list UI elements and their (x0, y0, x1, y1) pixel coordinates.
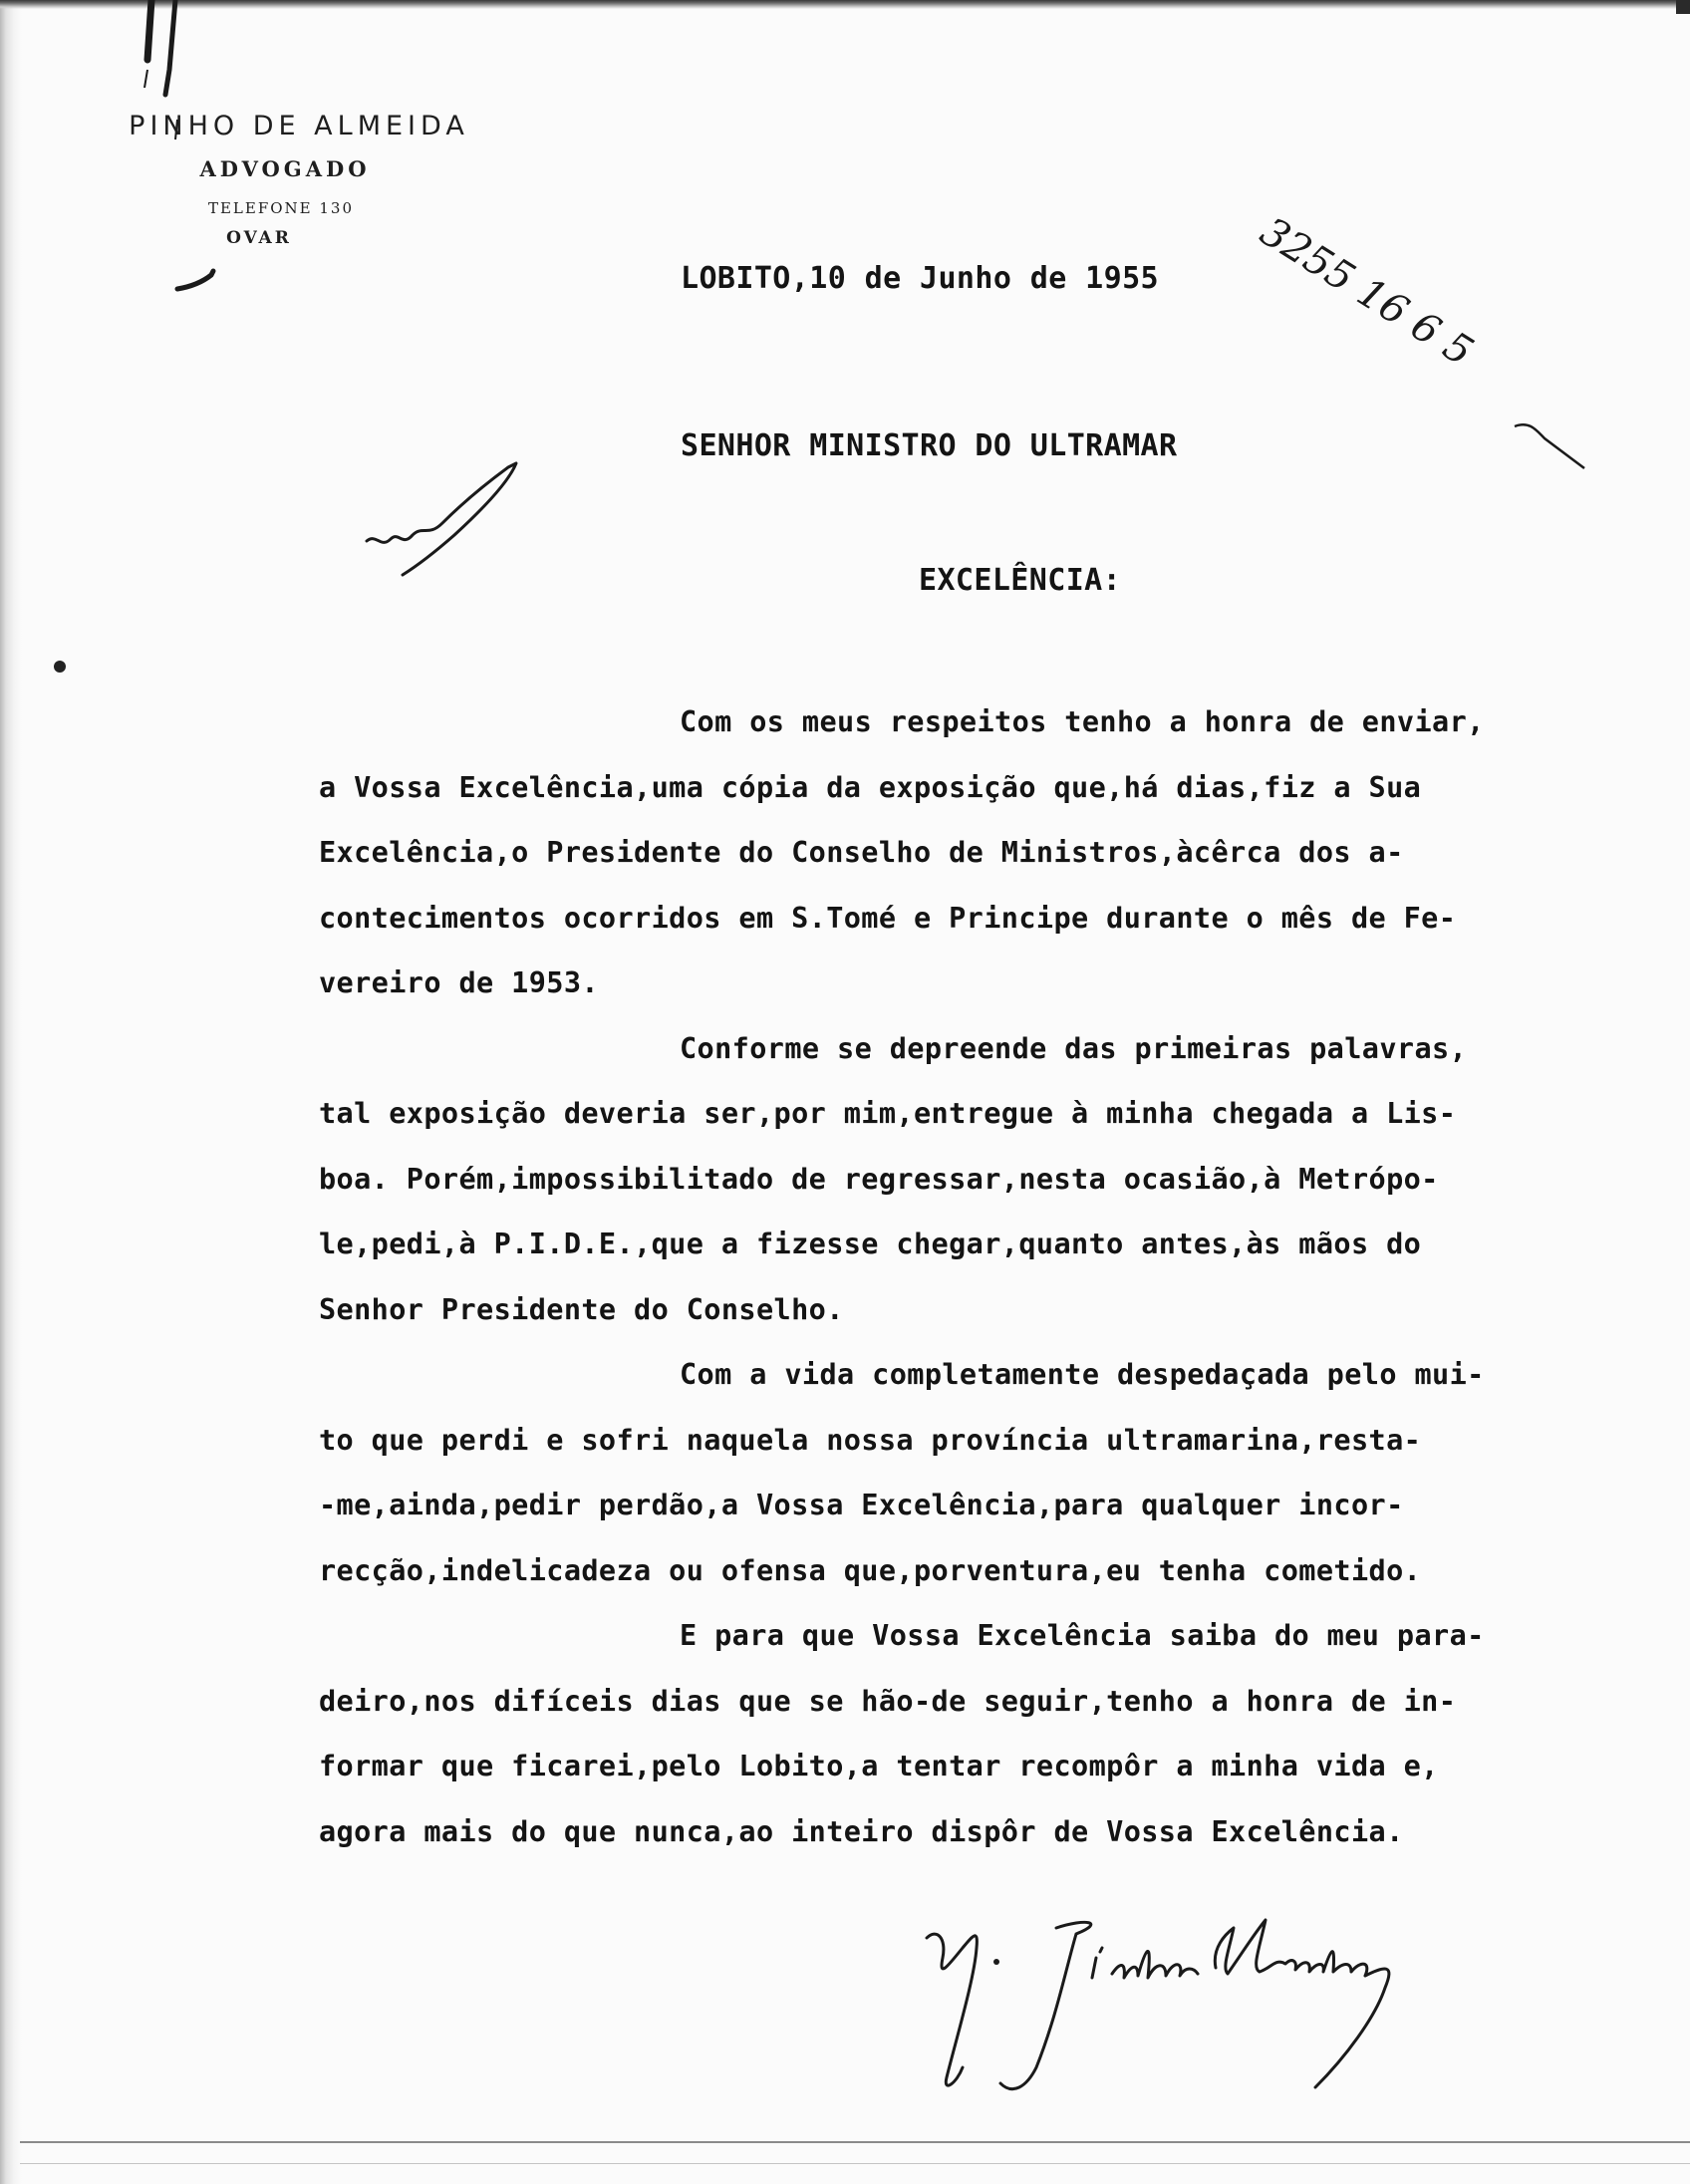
body-line: Com a vida completamente despedaçada pelo mui- (680, 1358, 1485, 1391)
body-line: recção,indelicadeza ou ofensa que,porventura,eu tenha cometido. (319, 1553, 1422, 1587)
body-line: boa. Porém,impossibilitado de regressar,nesta ocasião,à Metrópo- (319, 1162, 1439, 1196)
signature (917, 1896, 1535, 2107)
body-line: tal exposição deveria ser,por mim,entregue à minha chegada a Lis- (319, 1097, 1457, 1130)
scan-bottom-line (20, 2141, 1690, 2143)
ink-speck (54, 661, 66, 673)
letterhead-profession: ADVOGADO (199, 156, 371, 181)
letterhead-city: OVAR (226, 228, 292, 248)
salutation: EXCELÊNCIA: (919, 563, 1122, 598)
body-line: contecimentos ocorridos em S.Tomé e Principe durante o mês de Fe- (319, 901, 1457, 935)
signature-text: Pinho d'Almeida (917, 1896, 1032, 1912)
body-line: Conforme se depreende das primeiras palavras, (680, 1031, 1468, 1065)
date-line: LOBITO,10 de Junho de 1955 (681, 261, 1159, 296)
body-line: Com os meus respeitos tenho a honra de enviar, (680, 705, 1485, 738)
letterhead (80, 110, 518, 251)
letter-body (319, 689, 1634, 1864)
scan-left-edge (0, 0, 22, 2184)
letterhead-name: PINHO DE ALMEIDA (129, 111, 469, 141)
body-line: -me,ainda,pedir perdão,a Vossa Excelência,para qualquer incor- (319, 1489, 1404, 1521)
scan-corner (1676, 0, 1690, 14)
scan-top-edge (0, 0, 1690, 9)
body-line: Senhor Presidente do Conselho. (319, 1292, 844, 1326)
body-line: le,pedi,à P.I.D.E.,que a fizesse chegar,quanto antes,às mãos do (319, 1228, 1422, 1260)
body-line: Excelência,o Presidente do Conselho de Ministros,àcêrca dos a- (319, 836, 1404, 869)
body-line: deiro,nos difíceis dias que se hão-de seguir,tenho a honra de in- (319, 1684, 1457, 1718)
handwritten-annotation (1246, 199, 1624, 498)
body-line: agora mais do que nunca,ao inteiro dispôr de Vossa Excelência. (319, 1814, 1404, 1848)
body-line: formar que ficarei,pelo Lobito,a tentar recompôr a minha vida e, (319, 1750, 1439, 1782)
pen-mark (359, 453, 528, 583)
body-line: vereiro de 1953. (319, 966, 599, 999)
annotation-text: 3255 16 6 5 (1252, 208, 1482, 376)
addressee: SENHOR MINISTRO DO ULTRAMAR (681, 428, 1178, 463)
body-line: E para que Vossa Excelência saiba do meu para- (680, 1619, 1485, 1652)
scan-bottom-line-2 (20, 2163, 1690, 2164)
body-line: a Vossa Excelência,uma cópia da exposição que,há dias,fiz a Sua (319, 770, 1422, 804)
letterhead-phone: TELEFONE 130 (207, 199, 355, 217)
body-line: to que perdi e sofri naquela nossa província ultramarina,resta- (319, 1423, 1422, 1457)
